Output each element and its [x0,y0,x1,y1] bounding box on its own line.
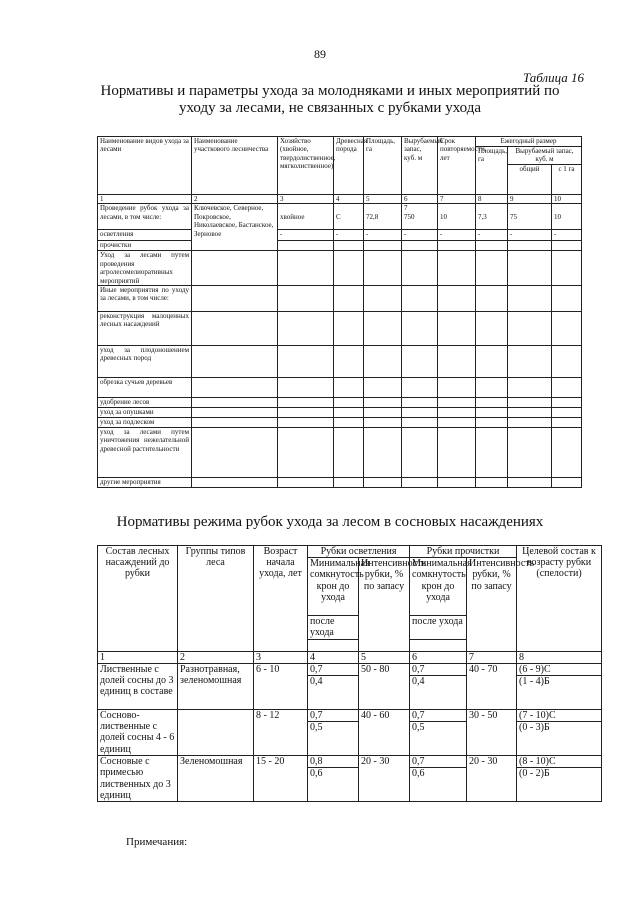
t2-num: 6 [410,651,467,663]
t1-row-label: Иные мероприятия по уходу за лесами, в том числе: [98,286,192,312]
t2-c-int: 40 - 60 [359,710,410,756]
t2-h-clear-after: после ухода [308,616,359,639]
t2-target: (0 - 2)Б [517,768,602,802]
table1-title: Нормативы и параметры ухода за молодняками и иных мероприятий по уходу за лесами, не связанных с рубками ухода [100,83,560,116]
t2-target: (7 - 10)С [517,710,602,722]
t2-group [178,710,254,756]
t2-t-min: 0,7 [410,710,467,722]
t1-dash: - [476,230,508,241]
t2-group: Разнотравная, зеленомошная [178,663,254,709]
t1-dash: - [364,230,402,241]
t2-t-after: 0,4 [410,676,467,710]
t2-h-target: Целевой состав к возрасту рубки (спелости) [517,546,602,652]
notes-label: Примечания: [126,836,188,848]
t2-h-clear-min: Минимальная сомкнутость крон до ухода [308,558,359,616]
t2-t-int: 30 - 50 [467,710,517,756]
t2-num: 4 [308,651,359,663]
t2-target: (6 - 9)С [517,663,602,675]
t1-main-area: 72,8 [364,204,402,230]
t1-h-total: общий [508,165,552,195]
t2-c-min: 0,7 [308,663,359,675]
t2-t-int: 40 - 70 [467,663,517,709]
t1-row-label: уход за плодоношением древесных пород [98,346,192,378]
t2-group: Зеленомошная [178,756,254,802]
t1-row-label: Уход за лесами путем проведения агролесомелиоративных мероприятий [98,251,192,286]
t1-dash: - [438,230,476,241]
t2-h-age: Возраст начала ухода, лет [254,546,308,652]
t2-composition: Сосново-лиственные с долей сосны 4 - 6 единиц [98,710,178,756]
t1-dash: - [552,230,582,241]
t2-num: 8 [517,651,602,663]
t1-h-kind: Наименование видов ухода за лесами [98,137,192,195]
t2-c-int: 20 - 30 [359,756,410,802]
t1-h-per-ha: с 1 га [552,165,582,195]
t1-main-species: С [334,204,364,230]
t2-h-composition: Состав лесных насаждений до рубки [98,546,178,652]
t1-num: 4 [334,195,364,204]
t1-main-total: 75 [508,204,552,230]
t2-c-after: 0,5 [308,722,359,756]
t1-forestries: Ключевское, Северное, Покровское, Николаевское, Бастанское, Зерновое [192,204,278,251]
t2-num: 1 [98,651,178,663]
t2-c-min: 0,7 [308,710,359,722]
t1-num: 7 [438,195,476,204]
table-tag: Таблица 16 [522,70,584,85]
t2-age: 8 - 12 [254,710,308,756]
t2-c-min: 0,8 [308,756,359,768]
t1-h-annual-area: Площадь, га [476,147,508,195]
t2-num: 2 [178,651,254,663]
t2-t-min: 0,7 [410,663,467,675]
table1 [97,136,582,488]
t1-num: 9 [508,195,552,204]
t2-c-after: 0,6 [308,768,359,802]
t1-row-label: уход за опушками [98,408,192,418]
t2-t-int: 20 - 30 [467,756,517,802]
t1-h-forestry: Наименование участкового лесничества [192,137,278,195]
t1-row-label: уход за лесами путем уничтожения нежелательной древесной растительности [98,428,192,478]
t1-main-per-ha: 10 [552,204,582,230]
t2-target: (0 - 3)Б [517,722,602,756]
t1-main-farm: хвойное [278,204,334,230]
t1-num: 5 [364,195,402,204]
t2-num: 3 [254,651,308,663]
t2-h-clearing: Рубки осветления [308,546,410,558]
t1-row-label: удобрение лесов [98,398,192,408]
t1-num: 8 [476,195,508,204]
t1-main-stock: 750 [404,212,415,221]
t2-target: (1 - 4)Б [517,676,602,710]
t1-dash: - [334,230,364,241]
t2-t-after: 0,6 [410,768,467,802]
t2-age: 6 - 10 [254,663,308,709]
t1-row-label: реконструкция малоценных лесных насаждений [98,312,192,346]
t2-h-thin-after: после ухода [410,616,467,639]
t1-dash: - [402,230,438,241]
t1-main-period: 10 [438,204,476,230]
t1-row-main-label: Проведение рубок ухода за лесами, в том числе: [98,204,192,230]
t2-target: (8 - 10)С [517,756,602,768]
t2-h-thin-int: Интенсивность рубки, % по запасу [467,558,517,651]
t1-row-label: обрезка сучьев деревьев [98,378,192,398]
t2-age: 15 - 20 [254,756,308,802]
page-number: 89 [314,47,326,61]
t1-h-annual: Ежегодный размер [476,137,582,147]
t2-c-after: 0,4 [308,676,359,710]
t1-h-area: Площадь, га [364,137,402,195]
t2-num: 7 [467,651,517,663]
t2-h-groups: Группы типов леса [178,546,254,652]
t2-c-int: 50 - 80 [359,663,410,709]
t2-composition: Сосновые с примесью лиственных до 3 единиц [98,756,178,802]
t2-num: 5 [359,651,410,663]
t1-h-annual-stock: Вырубаемый запас, куб. м [508,147,582,165]
t1-num: 10 [552,195,582,204]
t1-num: 6 [402,195,438,204]
t1-main-stock-top: 7 [404,204,408,213]
t2-t-min: 0,7 [410,756,467,768]
t1-row-clearing-label: осветления [98,230,192,241]
table2 [97,545,602,802]
t2-composition: Лиственные с долей сосны до 3 единиц в составе [98,663,178,709]
t2-h-thin-min: Минимальная сомкнутость крон до ухода [410,558,467,616]
t1-row-label: другие мероприятия [98,478,192,488]
t1-row-label: уход за подлеском [98,418,192,428]
t1-h-period: Срок повторяемости, лет [438,137,476,195]
t2-t-after: 0,5 [410,722,467,756]
t1-row-thinning-label: прочистки [98,241,192,251]
t1-h-stock: Вырубаемый запас, куб. м [402,137,438,195]
t1-h-farm: Хозяйство (хвойное, твердолиственное, мягколиственное) [278,137,334,195]
t1-main-stock-cell [402,204,438,230]
t1-dash: - [508,230,552,241]
t1-dash: - [278,230,334,241]
t1-h-species: Древесная порода [334,137,364,195]
t1-num: 1 [98,195,192,204]
t2-h-clear-int: Интенсивность рубки, % по запасу [359,558,410,651]
t1-num: 3 [278,195,334,204]
t1-num: 2 [192,195,278,204]
table2-title: Нормативы режима рубок ухода за лесом в сосновых насаждениях [116,514,544,530]
t1-main-annual-area: 7,3 [476,204,508,230]
t2-h-thinning: Рубки прочистки [410,546,517,558]
